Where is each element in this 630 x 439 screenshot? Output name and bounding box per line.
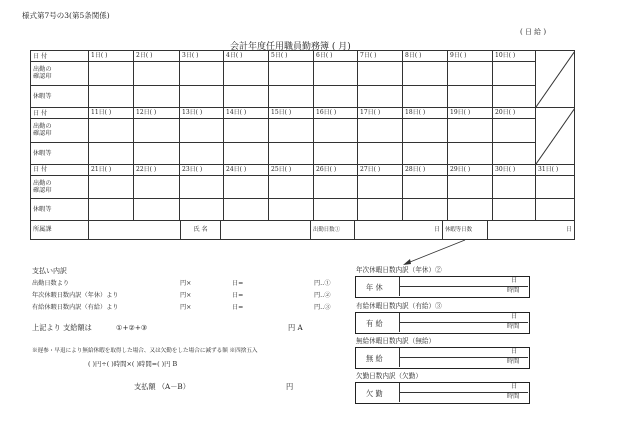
payment-row-days: 日= (232, 304, 244, 311)
day-cell: 30日( ) (493, 165, 536, 176)
day-cell: 16日( ) (314, 108, 358, 119)
stamp-label-line1: 出勤の (33, 179, 52, 187)
day-cell: 24日( ) (224, 165, 269, 176)
leave-label: 休暇等 (31, 199, 89, 221)
leave-label: 休暇等 (31, 142, 89, 164)
payment-row-label: 年次休暇日数内訳（年休）より (32, 292, 119, 299)
total-formula: ①+②+③ (116, 323, 148, 332)
payment-row-label: 出勤日数より (32, 280, 70, 287)
name-label: 氏 名 (181, 221, 221, 240)
day-cell: 27日( ) (358, 165, 403, 176)
annual-leave-label: 年 休 (366, 283, 383, 292)
form-title: 会計年度任用職員勤務簿 ( 月) (230, 42, 351, 52)
total-label: 上記より 支給額は (32, 323, 92, 332)
payment-row-yen: 円× (180, 280, 192, 287)
payment-row-yen: 円× (180, 292, 192, 299)
unpaid-leave-box (355, 347, 530, 369)
day-cell: 10日( ) (493, 51, 536, 62)
day-unit: 日 (511, 277, 518, 284)
hour-unit: 時間 (507, 393, 520, 400)
leave-label: 休暇等 (31, 85, 89, 107)
day-cell: 1日( ) (89, 51, 134, 62)
day-cell: 17日( ) (358, 108, 403, 119)
date-label: 日 付 (31, 51, 89, 62)
hour-unit: 時間 (507, 287, 520, 294)
day-cell: 8日( ) (403, 51, 448, 62)
stamp-label-line1: 出勤の (33, 123, 52, 131)
paid-leave-label: 有 給 (366, 319, 383, 328)
day-cell: 23日( ) (180, 165, 224, 176)
day-cell: 18日( ) (403, 108, 448, 119)
annual-leave-heading: 年次休暇日数内訳（年休）② (356, 266, 442, 274)
absence-box (355, 382, 530, 404)
day-cell: 21日( ) (89, 165, 134, 176)
absence-heading: 欠勤日数内訳（欠勤） (356, 372, 422, 380)
day-cell: 4日( ) (224, 51, 269, 62)
day-cell: 12日( ) (134, 108, 180, 119)
day-unit: 日 (511, 383, 518, 390)
final-amount-label: 支払額 （A－B） (134, 382, 190, 391)
total-suffix: 円 A (288, 323, 303, 332)
date-label: 日 付 (31, 108, 89, 119)
hour-unit: 時間 (507, 323, 520, 330)
day-cell: 22日( ) (134, 165, 180, 176)
unpaid-leave-heading: 無給休暇日数内訳（無給） (356, 337, 436, 345)
day-cell: 13日( ) (180, 108, 224, 119)
pay-type-label: ( 日 給 ) (520, 28, 547, 36)
stamp-label-line2: 確認印 (33, 130, 52, 138)
payment-row-days: 日= (232, 280, 244, 287)
unpaid-leave-label: 無 給 (366, 354, 383, 363)
day-cell: 7日( ) (358, 51, 403, 62)
final-amount-unit: 円 (286, 382, 294, 391)
deduction-formula: ( )円÷( )時間×( )時間=( )円 B (88, 360, 178, 368)
deduction-note: ※遅参・早退により無給休暇を取得した場合、又は欠勤をした場合に減ずる額 ※四捨五入 (32, 348, 258, 354)
payment-row-result: 円‥② (314, 292, 331, 299)
day-cell: 3日( ) (180, 51, 224, 62)
annual-leave-box (355, 276, 530, 298)
payment-row-days: 日= (232, 292, 244, 299)
date-label: 日 付 (31, 165, 89, 176)
paid-leave-box (355, 312, 530, 334)
day-cell: 29日( ) (448, 165, 493, 176)
day-unit: 日 (511, 348, 518, 355)
day-cell: 19日( ) (448, 108, 493, 119)
hour-unit: 時間 (507, 358, 520, 365)
payment-heading: 支払い内訳 (32, 267, 67, 275)
absence-label: 欠 勤 (366, 389, 383, 398)
stamp-label-line2: 確認印 (33, 73, 52, 81)
leave-days-label: 休暇等日数 (443, 221, 488, 240)
day-cell: 2日( ) (134, 51, 180, 62)
paid-leave-heading: 有給休暇日数内訳（有給）③ (356, 302, 442, 310)
department-label: 所属課 (31, 221, 89, 240)
day-cell: 31日( ) (536, 165, 575, 176)
payment-row-result: 円‥① (314, 280, 331, 287)
day-cell: 25日( ) (269, 165, 314, 176)
day-cell: 11日( ) (89, 108, 134, 119)
stamp-label-line2: 確認印 (33, 187, 52, 194)
stamp-label-line1: 出勤の (33, 66, 52, 74)
day-cell: 20日( ) (493, 108, 536, 119)
day-unit: 日 (511, 313, 518, 320)
day-cell: 6日( ) (314, 51, 358, 62)
day-cell: 28日( ) (403, 165, 448, 176)
attendance-days-label: 出勤日数① (311, 221, 355, 240)
payment-row-label: 有給休暇日数内訳（有給）より (32, 304, 119, 311)
day-unit: 日 (433, 225, 440, 233)
day-cell: 14日( ) (224, 108, 269, 119)
form-number: 様式第7号の3(第5条関係) (22, 11, 110, 20)
payment-row-yen: 円× (180, 304, 192, 311)
payment-row-result: 円‥③ (314, 304, 331, 311)
day-cell: 15日( ) (269, 108, 314, 119)
day-unit: 日 (565, 225, 572, 233)
day-cell: 9日( ) (448, 51, 493, 62)
day-cell: 26日( ) (314, 165, 358, 176)
day-cell: 5日( ) (269, 51, 314, 62)
